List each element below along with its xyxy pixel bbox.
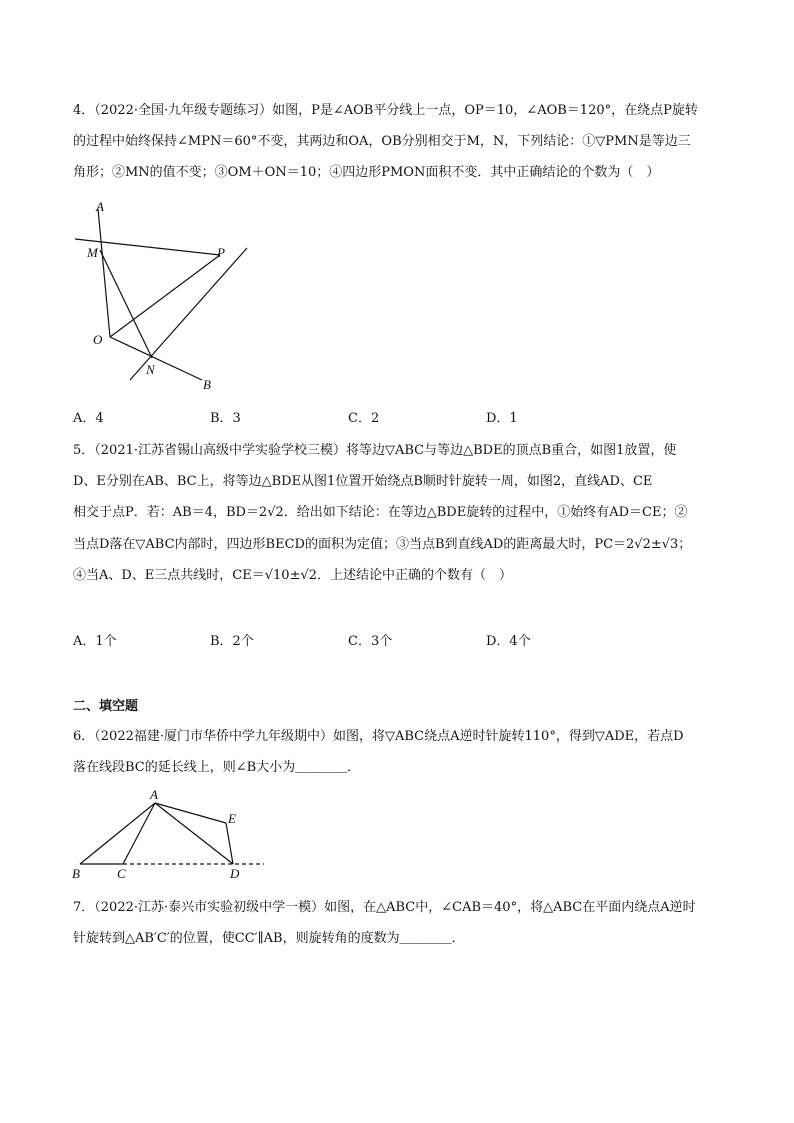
- q5-option-b: B．2个: [210, 634, 254, 649]
- segment-mn: [100, 250, 152, 358]
- q4-option-c: C．2: [348, 411, 380, 426]
- q6-line-1: 6．（2022福建·厦门市华侨中学九年级期中）如图，将▽ABC绕点A逆时针旋转110°，得到▽ADE，若点D: [73, 729, 684, 744]
- q6-line-2: 落在线段BC的延长线上，则∠B大小为＿＿＿＿．: [73, 760, 361, 775]
- segment-ad: [155, 803, 233, 864]
- q5-line-4: 当点D落在▽ABC内部时，四边形BECD的面积为定值；③当点B到直线AD的距离最大时，PC＝2√2±√3；: [73, 537, 692, 552]
- q5-option-c: C．3个: [348, 634, 393, 649]
- line-np: [130, 248, 247, 380]
- q4-option-d: D．1: [486, 411, 518, 426]
- q7-line-2: 针旋转到△AB′C′的位置，使CC′∥AB，则旋转角的度数为＿＿＿＿．: [73, 931, 465, 946]
- segment-ac: [123, 803, 155, 864]
- q5-line-5: ④当A、D、E三点共线时，CE＝√10±√2．上述结论中正确的个数有（ ）: [73, 568, 513, 583]
- label-b: B: [203, 377, 211, 392]
- q5-line-2: D、E分别在AB、BC上，将等边△BDE从图1位置开始绕点B顺时针旋转一周，如图2，直线AD、CE: [73, 474, 653, 489]
- label-d: D: [230, 866, 240, 881]
- q5-option-d: D．4个: [486, 634, 531, 649]
- segment-ab: [80, 803, 155, 864]
- segment-ae: [155, 803, 226, 823]
- label-a: A: [96, 199, 104, 214]
- q4-line-2: 的过程中始终保持∠MPN＝60°不变，其两边和OA，OB分别相交于M，N，下列结论：①▽PMN是等边三: [73, 134, 691, 149]
- q4-line-1: 4．（2022·全国·九年级专题练习）如图，P是∠AOB平分线上一点，OP＝10，∠AOB＝120°，在绕点P旋转: [73, 103, 698, 118]
- label-b: B: [72, 866, 80, 881]
- q4-option-b: B．3: [210, 411, 241, 426]
- label-a: A: [150, 787, 158, 802]
- label-o: O: [93, 332, 103, 347]
- q6-figure: [68, 786, 268, 886]
- q5-line-3: 相交于点P．若：AB＝4，BD＝2√2．给出如下结论：在等边△BDE旋转的过程中，①始终有AD＝CE；②: [73, 505, 688, 520]
- q4-line-3: 角形；②MN的值不变；③OM＋ON＝10；④四边形PMON面积不变．其中正确结论的个数为（ ）: [73, 165, 660, 180]
- label-p: P: [217, 245, 225, 260]
- ray-ob: [110, 337, 202, 380]
- segment-ed: [226, 823, 233, 864]
- label-c: C: [117, 866, 126, 881]
- segment-op: [110, 255, 220, 337]
- label-m: M: [87, 245, 98, 260]
- q5-line-1: 5．（2021·江苏省锡山高级中学实验学校三模）将等边▽ABC与等边△BDE的顶点B重合，如图1放置，使: [73, 443, 677, 458]
- section-title: 二、填空题: [73, 699, 139, 714]
- ray-oa: [98, 209, 110, 337]
- q7-line-1: 7．（2022·江苏·泰兴市实验初级中学一模）如图，在△ABC中，∠CAB＝40°，将△ABC在平面内绕点A逆时: [73, 900, 696, 915]
- label-e: E: [228, 811, 236, 826]
- q4-option-a: A．4: [73, 411, 104, 426]
- q4-figure: [70, 195, 260, 395]
- q5-option-a: A．1个: [73, 634, 117, 649]
- label-n: N: [146, 362, 155, 377]
